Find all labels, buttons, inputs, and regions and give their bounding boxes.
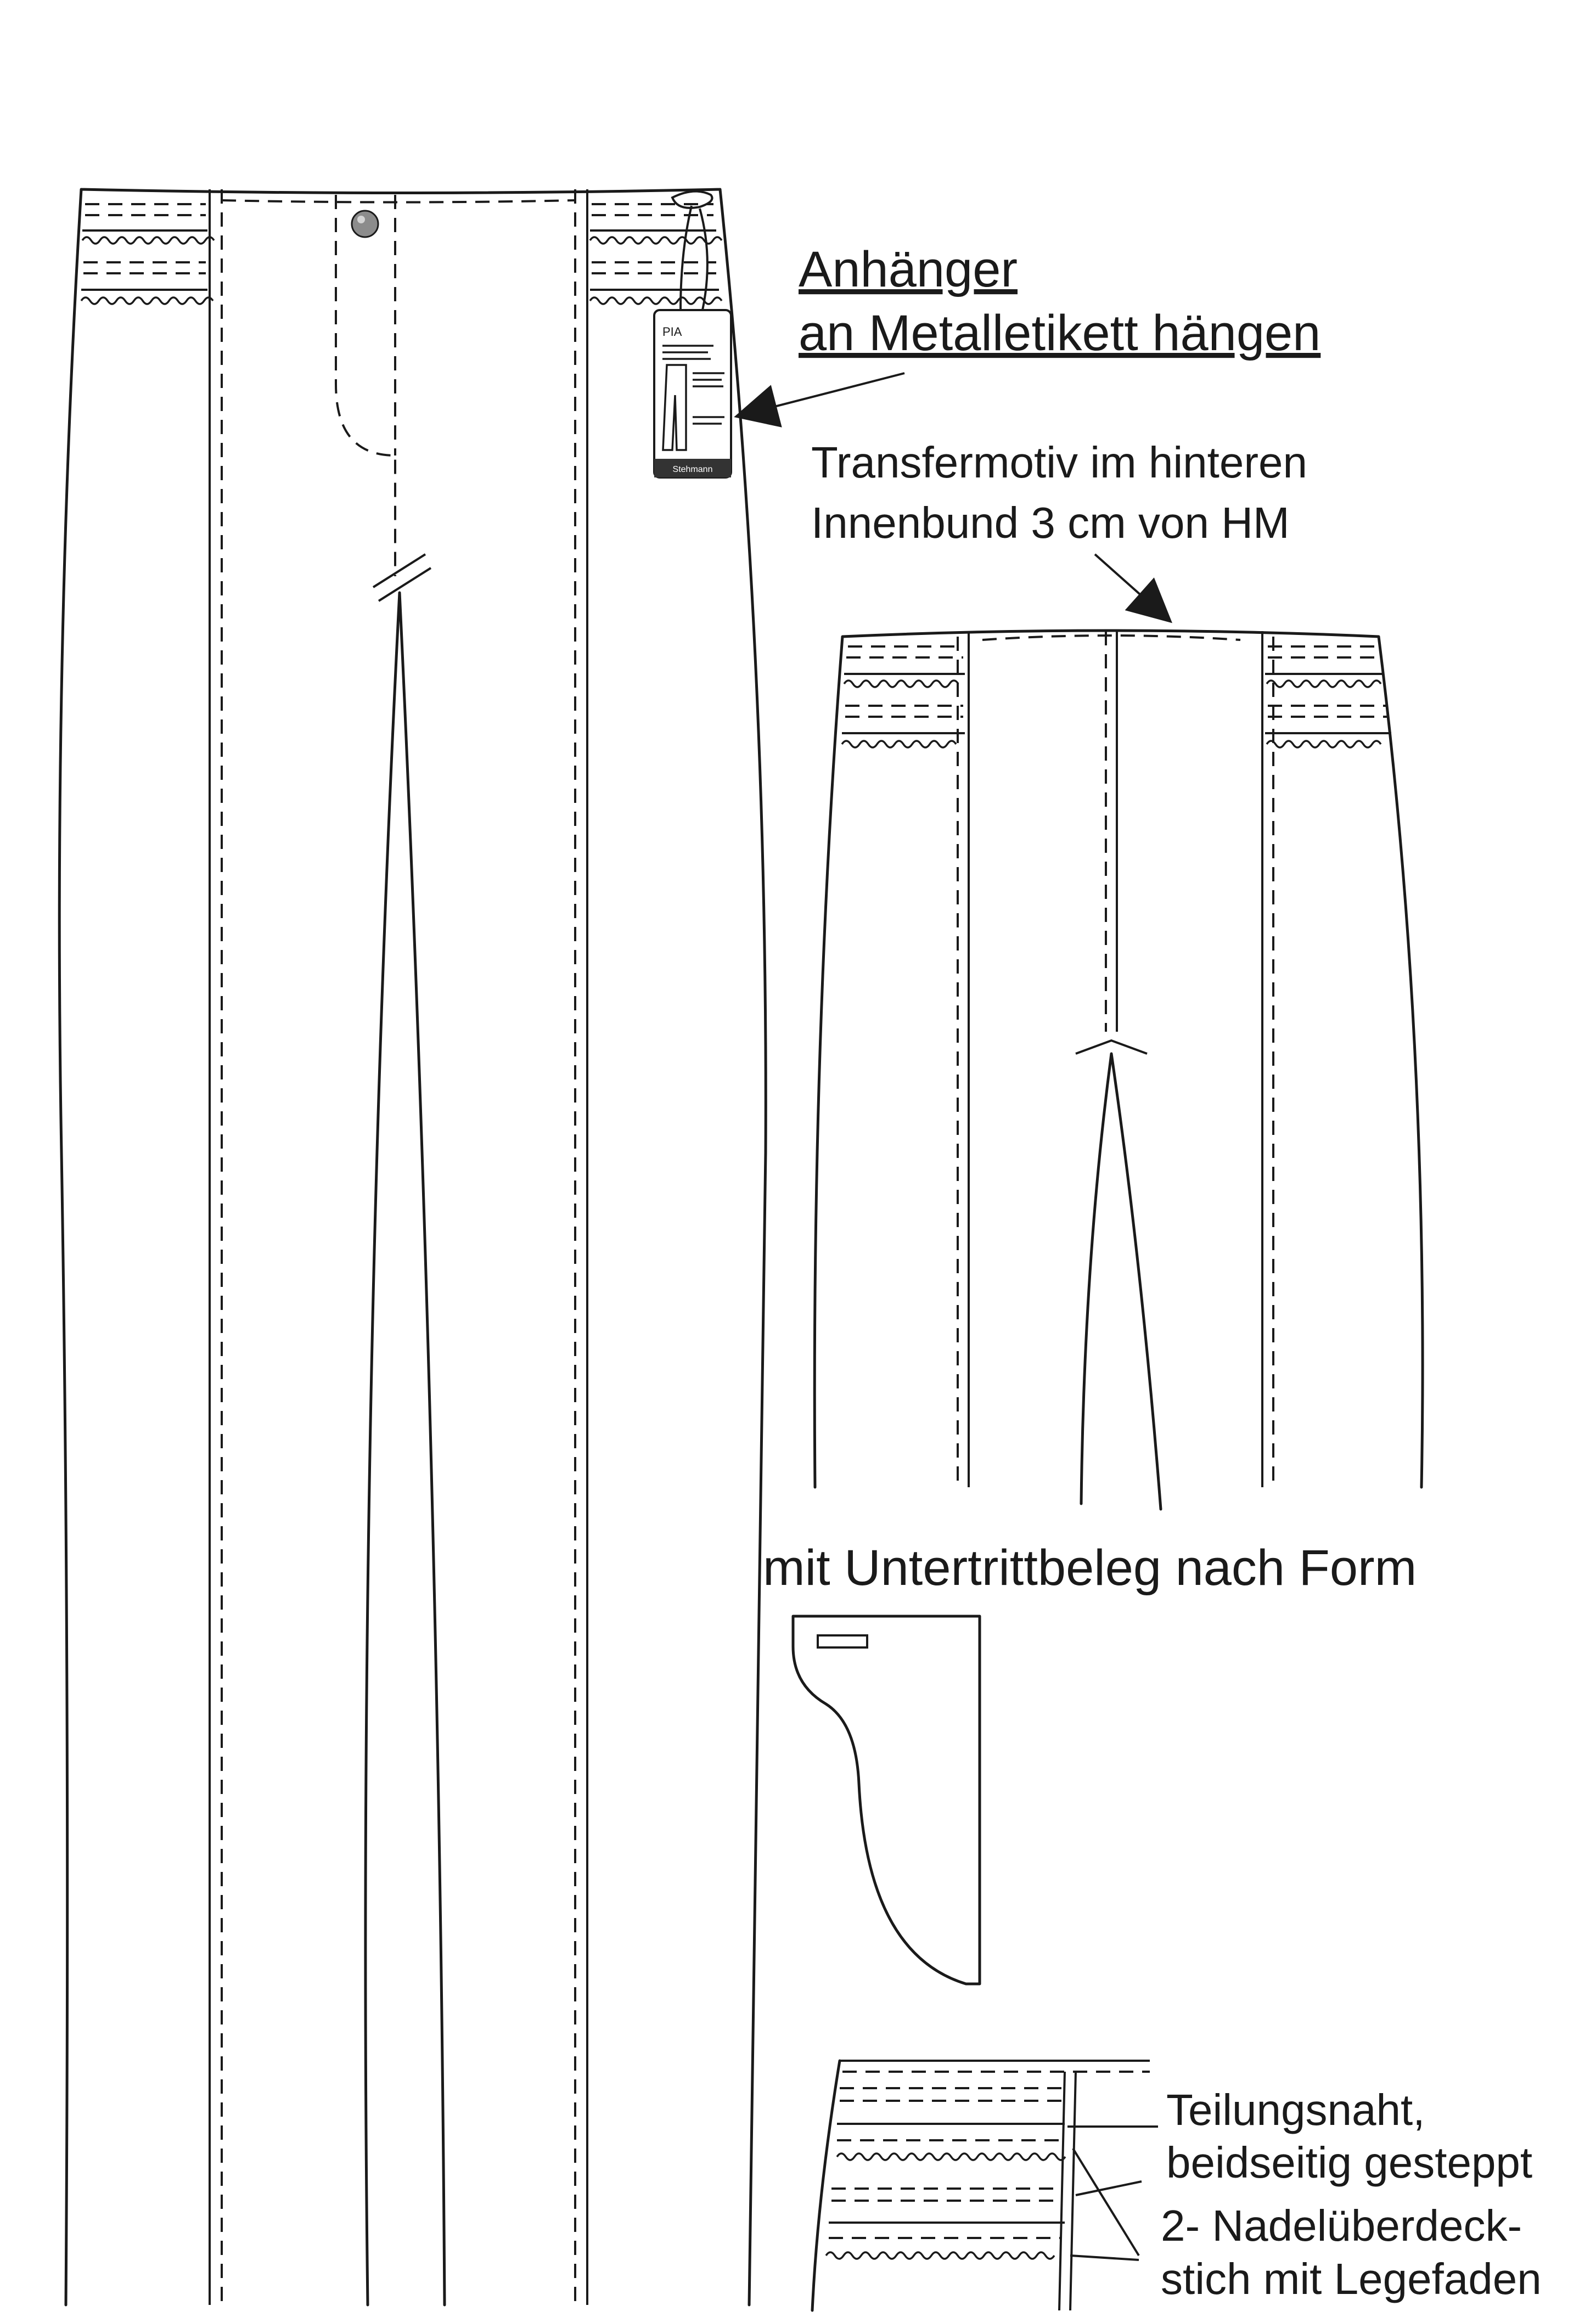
- front-view: [59, 189, 766, 2305]
- hang-tag-title: PIA: [662, 325, 682, 339]
- annotation-underlap-title: mit Untertrittbeleg nach Form: [763, 1540, 1417, 1596]
- hang-tag: [654, 310, 731, 477]
- back-crotch-mark: [1076, 1041, 1147, 1054]
- annotation-hang-tag-line1: Anhänger: [799, 241, 1018, 297]
- annotation-hang-tag: [738, 241, 1320, 416]
- back-yoke-right: [1265, 646, 1391, 747]
- underlap-shape: [793, 1616, 980, 1984]
- front-outline: [59, 189, 766, 2305]
- underlap-buttonhole: [818, 1635, 867, 1647]
- fly-stitching: [336, 195, 395, 576]
- arrow-hang-tag: [738, 373, 904, 416]
- front-yoke-left: [81, 204, 214, 304]
- back-view: [814, 630, 1423, 1509]
- hang-tag-string: [681, 206, 692, 310]
- arrow-transfer: [1095, 554, 1169, 620]
- yoke-detail: [812, 2061, 1158, 2310]
- back-inseam: [1081, 1054, 1161, 1509]
- back-outline: [814, 631, 1423, 1487]
- leader-stitch: [1073, 2149, 1139, 2256]
- annotation-stitch-line1: 2- Nadelüberdeck-: [1161, 2201, 1522, 2250]
- annotation-stitch-line2: stich mit Legefaden: [1161, 2254, 1542, 2303]
- annotation-transfer-line1: Transfermotiv im hinteren: [811, 438, 1307, 487]
- underlap-facing: [793, 1616, 980, 1984]
- hang-tag-brand: Stehmann: [672, 465, 713, 474]
- annotation-seam-line2: beidseitig gesteppt: [1166, 2138, 1533, 2187]
- waist-button: [352, 211, 378, 237]
- front-inseam: [366, 593, 445, 2305]
- annotation-hang-tag-line2: an Metalletikett hängen: [799, 305, 1321, 361]
- annotation-transfer-line2: Innenbund 3 cm von HM: [811, 498, 1290, 547]
- metal-label: [672, 192, 712, 208]
- annotation-transfer: [811, 438, 1307, 620]
- annotation-seam-line1: Teilungsnaht,: [1166, 2085, 1425, 2134]
- back-yoke-left: [842, 646, 965, 747]
